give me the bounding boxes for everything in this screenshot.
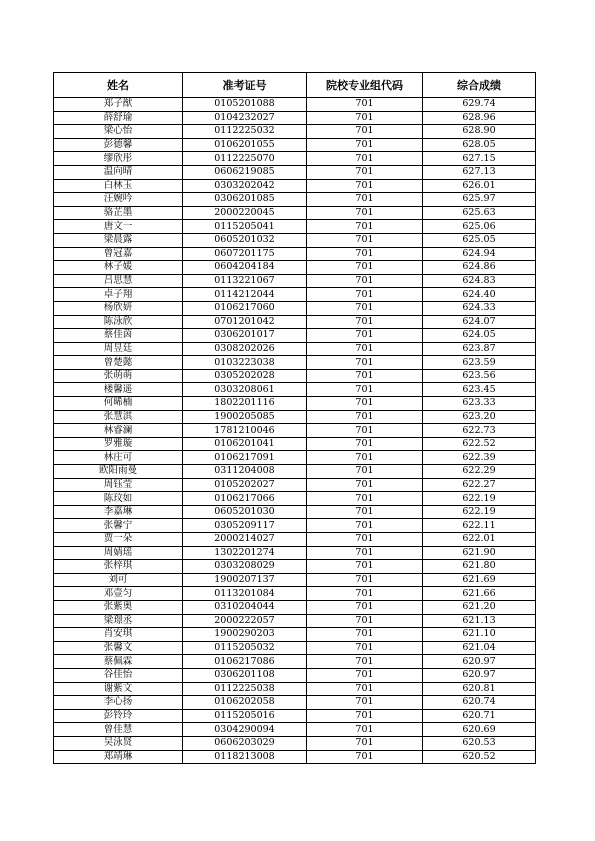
cell-name: 邓壹匀 <box>54 587 183 601</box>
cell-exam-id: 1302201274 <box>183 546 307 560</box>
cell-exam-id: 0115205016 <box>183 709 307 723</box>
cell-name: 谷佳怡 <box>54 668 183 682</box>
table-row <box>54 261 536 275</box>
cell-score: 627.13 <box>423 165 536 179</box>
table-row <box>54 519 536 533</box>
cell-exam-id: 0304290094 <box>183 723 307 737</box>
cell-group-code: 701 <box>307 410 423 424</box>
cell-score: 622.73 <box>423 424 536 438</box>
table-row <box>54 98 536 112</box>
cell-score: 620.74 <box>423 696 536 710</box>
cell-group-code: 701 <box>307 261 423 275</box>
table-row <box>54 152 536 166</box>
cell-score: 623.33 <box>423 397 536 411</box>
table-row <box>54 478 536 492</box>
cell-exam-id: 0112225070 <box>183 152 307 166</box>
cell-name: 何晞楠 <box>54 397 183 411</box>
cell-exam-id: 2000222057 <box>183 614 307 628</box>
cell-name: 骆芷墨 <box>54 206 183 220</box>
cell-score: 624.83 <box>423 274 536 288</box>
cell-name: 林睿澜 <box>54 424 183 438</box>
cell-group-code: 701 <box>307 519 423 533</box>
table-row <box>54 560 536 574</box>
cell-exam-id: 0305202028 <box>183 369 307 383</box>
table-row <box>54 655 536 669</box>
cell-score: 622.29 <box>423 465 536 479</box>
cell-group-code: 701 <box>307 165 423 179</box>
table-row <box>54 492 536 506</box>
cell-exam-id: 0306201108 <box>183 668 307 682</box>
cell-score: 626.01 <box>423 179 536 193</box>
cell-name: 蔡佳茵 <box>54 329 183 343</box>
cell-score: 622.52 <box>423 437 536 451</box>
cell-exam-id: 0106217091 <box>183 451 307 465</box>
cell-name: 杨欣妍 <box>54 301 183 315</box>
table-row <box>54 587 536 601</box>
cell-group-code: 701 <box>307 533 423 547</box>
cell-exam-id: 0113201084 <box>183 587 307 601</box>
table-row <box>54 709 536 723</box>
cell-score: 623.45 <box>423 383 536 397</box>
cell-exam-id: 0115205041 <box>183 220 307 234</box>
cell-exam-id: 0606203029 <box>183 736 307 750</box>
cell-group-code: 701 <box>307 492 423 506</box>
cell-score: 622.19 <box>423 505 536 519</box>
table-row <box>54 369 536 383</box>
header-group-code: 院校专业组代码 <box>307 73 423 98</box>
cell-name: 彭铃玲 <box>54 709 183 723</box>
cell-name: 李心扬 <box>54 696 183 710</box>
cell-group-code: 701 <box>307 356 423 370</box>
cell-score: 620.69 <box>423 723 536 737</box>
cell-name: 周昱廷 <box>54 342 183 356</box>
cell-score: 621.90 <box>423 546 536 560</box>
cell-group-code: 701 <box>307 560 423 574</box>
cell-name: 张馨文 <box>54 641 183 655</box>
cell-group-code: 701 <box>307 424 423 438</box>
cell-name: 卓子翔 <box>54 288 183 302</box>
cell-exam-id: 0118213008 <box>183 750 307 764</box>
cell-score: 620.52 <box>423 750 536 764</box>
table-row <box>54 397 536 411</box>
cell-group-code: 701 <box>307 437 423 451</box>
cell-group-code: 701 <box>307 655 423 669</box>
cell-score: 621.69 <box>423 573 536 587</box>
cell-score: 622.39 <box>423 451 536 465</box>
table-row <box>54 451 536 465</box>
cell-group-code: 701 <box>307 723 423 737</box>
cell-exam-id: 1802201116 <box>183 397 307 411</box>
cell-group-code: 701 <box>307 342 423 356</box>
cell-score: 624.94 <box>423 247 536 261</box>
table-row <box>54 220 536 234</box>
table-row <box>54 437 536 451</box>
cell-exam-id: 0607201175 <box>183 247 307 261</box>
header-name: 姓名 <box>54 73 183 98</box>
cell-score: 622.11 <box>423 519 536 533</box>
cell-exam-id: 0106217066 <box>183 492 307 506</box>
table-row <box>54 206 536 220</box>
cell-score: 624.33 <box>423 301 536 315</box>
cell-name: 吕思慧 <box>54 274 183 288</box>
cell-group-code: 701 <box>307 696 423 710</box>
table-row <box>54 668 536 682</box>
cell-exam-id: 0701201042 <box>183 315 307 329</box>
cell-exam-id: 0605201032 <box>183 233 307 247</box>
table-row <box>54 736 536 750</box>
cell-exam-id: 1900205085 <box>183 410 307 424</box>
cell-name: 郑靖琳 <box>54 750 183 764</box>
cell-score: 621.04 <box>423 641 536 655</box>
cell-score: 623.56 <box>423 369 536 383</box>
table-row <box>54 193 536 207</box>
cell-name: 陈玟如 <box>54 492 183 506</box>
cell-score: 620.81 <box>423 682 536 696</box>
cell-name: 蔡佩霖 <box>54 655 183 669</box>
cell-group-code: 701 <box>307 301 423 315</box>
cell-group-code: 701 <box>307 247 423 261</box>
table-row <box>54 641 536 655</box>
table-row <box>54 424 536 438</box>
header-row <box>54 73 536 98</box>
cell-exam-id: 0308202026 <box>183 342 307 356</box>
cell-group-code: 701 <box>307 614 423 628</box>
header-score: 综合成绩 <box>423 73 536 98</box>
cell-group-code: 701 <box>307 600 423 614</box>
cell-group-code: 701 <box>307 220 423 234</box>
table-row <box>54 723 536 737</box>
cell-group-code: 701 <box>307 478 423 492</box>
cell-exam-id: 0311204008 <box>183 465 307 479</box>
scores-table <box>53 72 536 764</box>
cell-exam-id: 0303208029 <box>183 560 307 574</box>
cell-exam-id: 0303208061 <box>183 383 307 397</box>
cell-group-code: 701 <box>307 233 423 247</box>
cell-exam-id: 0305209117 <box>183 519 307 533</box>
cell-group-code: 701 <box>307 682 423 696</box>
cell-score: 624.40 <box>423 288 536 302</box>
cell-group-code: 701 <box>307 736 423 750</box>
table-row <box>54 750 536 764</box>
cell-exam-id: 2000220045 <box>183 206 307 220</box>
cell-score: 620.97 <box>423 668 536 682</box>
cell-score: 620.97 <box>423 655 536 669</box>
cell-exam-id: 0106201055 <box>183 138 307 152</box>
table-row <box>54 696 536 710</box>
table-row <box>54 165 536 179</box>
cell-score: 628.96 <box>423 111 536 125</box>
cell-exam-id: 2000214027 <box>183 533 307 547</box>
cell-score: 628.90 <box>423 125 536 139</box>
cell-name: 曾佳慧 <box>54 723 183 737</box>
cell-name: 贾一朵 <box>54 533 183 547</box>
cell-score: 621.66 <box>423 587 536 601</box>
table-row <box>54 315 536 329</box>
cell-exam-id: 0103223038 <box>183 356 307 370</box>
cell-group-code: 701 <box>307 397 423 411</box>
cell-exam-id: 0104232027 <box>183 111 307 125</box>
cell-name: 张慧淇 <box>54 410 183 424</box>
table-body <box>54 98 536 764</box>
cell-name: 张馨宁 <box>54 519 183 533</box>
cell-score: 620.53 <box>423 736 536 750</box>
table-row <box>54 465 536 479</box>
cell-score: 621.20 <box>423 600 536 614</box>
cell-name: 肖安琪 <box>54 628 183 642</box>
cell-name: 罗雅璇 <box>54 437 183 451</box>
cell-group-code: 701 <box>307 383 423 397</box>
cell-score: 627.15 <box>423 152 536 166</box>
cell-exam-id: 0604204184 <box>183 261 307 275</box>
cell-name: 缪欣彤 <box>54 152 183 166</box>
cell-exam-id: 1781210046 <box>183 424 307 438</box>
table-row <box>54 247 536 261</box>
table-row <box>54 356 536 370</box>
table-row <box>54 573 536 587</box>
cell-name: 曾楚懿 <box>54 356 183 370</box>
cell-score: 624.86 <box>423 261 536 275</box>
cell-group-code: 701 <box>307 587 423 601</box>
cell-group-code: 701 <box>307 750 423 764</box>
cell-group-code: 701 <box>307 369 423 383</box>
cell-name: 林庄可 <box>54 451 183 465</box>
cell-group-code: 701 <box>307 111 423 125</box>
cell-group-code: 701 <box>307 179 423 193</box>
table-row <box>54 505 536 519</box>
table-row <box>54 111 536 125</box>
cell-score: 621.13 <box>423 614 536 628</box>
cell-group-code: 701 <box>307 288 423 302</box>
cell-name: 曾冠嘉 <box>54 247 183 261</box>
cell-group-code: 701 <box>307 573 423 587</box>
table-row <box>54 301 536 315</box>
cell-group-code: 701 <box>307 628 423 642</box>
cell-exam-id: 0106217086 <box>183 655 307 669</box>
cell-name: 薛舒瑜 <box>54 111 183 125</box>
cell-score: 621.10 <box>423 628 536 642</box>
cell-exam-id: 0114212044 <box>183 288 307 302</box>
table-row <box>54 682 536 696</box>
cell-name: 梁晨露 <box>54 233 183 247</box>
cell-score: 625.05 <box>423 233 536 247</box>
cell-exam-id: 0112225032 <box>183 125 307 139</box>
table-header <box>54 73 536 98</box>
cell-group-code: 701 <box>307 98 423 112</box>
cell-group-code: 701 <box>307 315 423 329</box>
cell-exam-id: 0106201041 <box>183 437 307 451</box>
cell-score: 622.19 <box>423 492 536 506</box>
cell-name: 梁璟丞 <box>54 614 183 628</box>
cell-group-code: 701 <box>307 125 423 139</box>
header-exam-id: 准考证号 <box>183 73 307 98</box>
cell-name: 周钰莹 <box>54 478 183 492</box>
table-row <box>54 628 536 642</box>
cell-group-code: 701 <box>307 641 423 655</box>
table-row <box>54 138 536 152</box>
cell-name: 梁心怡 <box>54 125 183 139</box>
cell-name: 楼馨遥 <box>54 383 183 397</box>
cell-name: 周婧瑶 <box>54 546 183 560</box>
cell-group-code: 701 <box>307 152 423 166</box>
cell-exam-id: 0105202027 <box>183 478 307 492</box>
cell-score: 625.97 <box>423 193 536 207</box>
cell-name: 汪婉吟 <box>54 193 183 207</box>
cell-score: 624.07 <box>423 315 536 329</box>
cell-exam-id: 1900207137 <box>183 573 307 587</box>
cell-group-code: 701 <box>307 546 423 560</box>
table-row <box>54 614 536 628</box>
cell-name: 吴泳贤 <box>54 736 183 750</box>
cell-exam-id: 0106217060 <box>183 301 307 315</box>
table-row <box>54 233 536 247</box>
cell-exam-id: 0115205032 <box>183 641 307 655</box>
cell-name: 张紫奥 <box>54 600 183 614</box>
cell-exam-id: 0112225038 <box>183 682 307 696</box>
cell-score: 622.27 <box>423 478 536 492</box>
cell-name: 林子媛 <box>54 261 183 275</box>
cell-group-code: 701 <box>307 274 423 288</box>
table-row <box>54 533 536 547</box>
cell-exam-id: 1900290203 <box>183 628 307 642</box>
cell-exam-id: 0605201030 <box>183 505 307 519</box>
table-row <box>54 383 536 397</box>
cell-name: 张梓琪 <box>54 560 183 574</box>
cell-group-code: 701 <box>307 193 423 207</box>
table-row <box>54 546 536 560</box>
cell-name: 谢紫文 <box>54 682 183 696</box>
cell-exam-id: 0306201017 <box>183 329 307 343</box>
cell-score: 623.20 <box>423 410 536 424</box>
cell-group-code: 701 <box>307 138 423 152</box>
table-row <box>54 125 536 139</box>
cell-exam-id: 0106202058 <box>183 696 307 710</box>
cell-exam-id: 0105201088 <box>183 98 307 112</box>
cell-exam-id: 0310204044 <box>183 600 307 614</box>
cell-name: 白林玉 <box>54 179 183 193</box>
cell-score: 621.80 <box>423 560 536 574</box>
cell-exam-id: 0306201085 <box>183 193 307 207</box>
cell-group-code: 701 <box>307 505 423 519</box>
cell-score: 625.06 <box>423 220 536 234</box>
cell-name: 欧阳雨曼 <box>54 465 183 479</box>
cell-score: 629.74 <box>423 98 536 112</box>
cell-name: 温向晴 <box>54 165 183 179</box>
cell-score: 628.05 <box>423 138 536 152</box>
cell-name: 张萌萌 <box>54 369 183 383</box>
cell-group-code: 701 <box>307 709 423 723</box>
table-row <box>54 342 536 356</box>
cell-score: 625.63 <box>423 206 536 220</box>
cell-score: 622.01 <box>423 533 536 547</box>
cell-score: 623.87 <box>423 342 536 356</box>
table-row <box>54 329 536 343</box>
cell-exam-id: 0303202042 <box>183 179 307 193</box>
cell-group-code: 701 <box>307 451 423 465</box>
cell-name: 陈泳欣 <box>54 315 183 329</box>
cell-exam-id: 0113221067 <box>183 274 307 288</box>
cell-name: 唐文一 <box>54 220 183 234</box>
table-row <box>54 410 536 424</box>
table-row <box>54 288 536 302</box>
cell-group-code: 701 <box>307 465 423 479</box>
cell-name: 李嘉琳 <box>54 505 183 519</box>
cell-score: 620.71 <box>423 709 536 723</box>
cell-name: 郑子猷 <box>54 98 183 112</box>
table-row <box>54 179 536 193</box>
cell-name: 刘可 <box>54 573 183 587</box>
table-row <box>54 274 536 288</box>
cell-exam-id: 0606219085 <box>183 165 307 179</box>
cell-group-code: 701 <box>307 668 423 682</box>
table-row <box>54 600 536 614</box>
cell-score: 623.59 <box>423 356 536 370</box>
cell-group-code: 701 <box>307 329 423 343</box>
cell-name: 彭德馨 <box>54 138 183 152</box>
cell-score: 624.05 <box>423 329 536 343</box>
cell-group-code: 701 <box>307 206 423 220</box>
